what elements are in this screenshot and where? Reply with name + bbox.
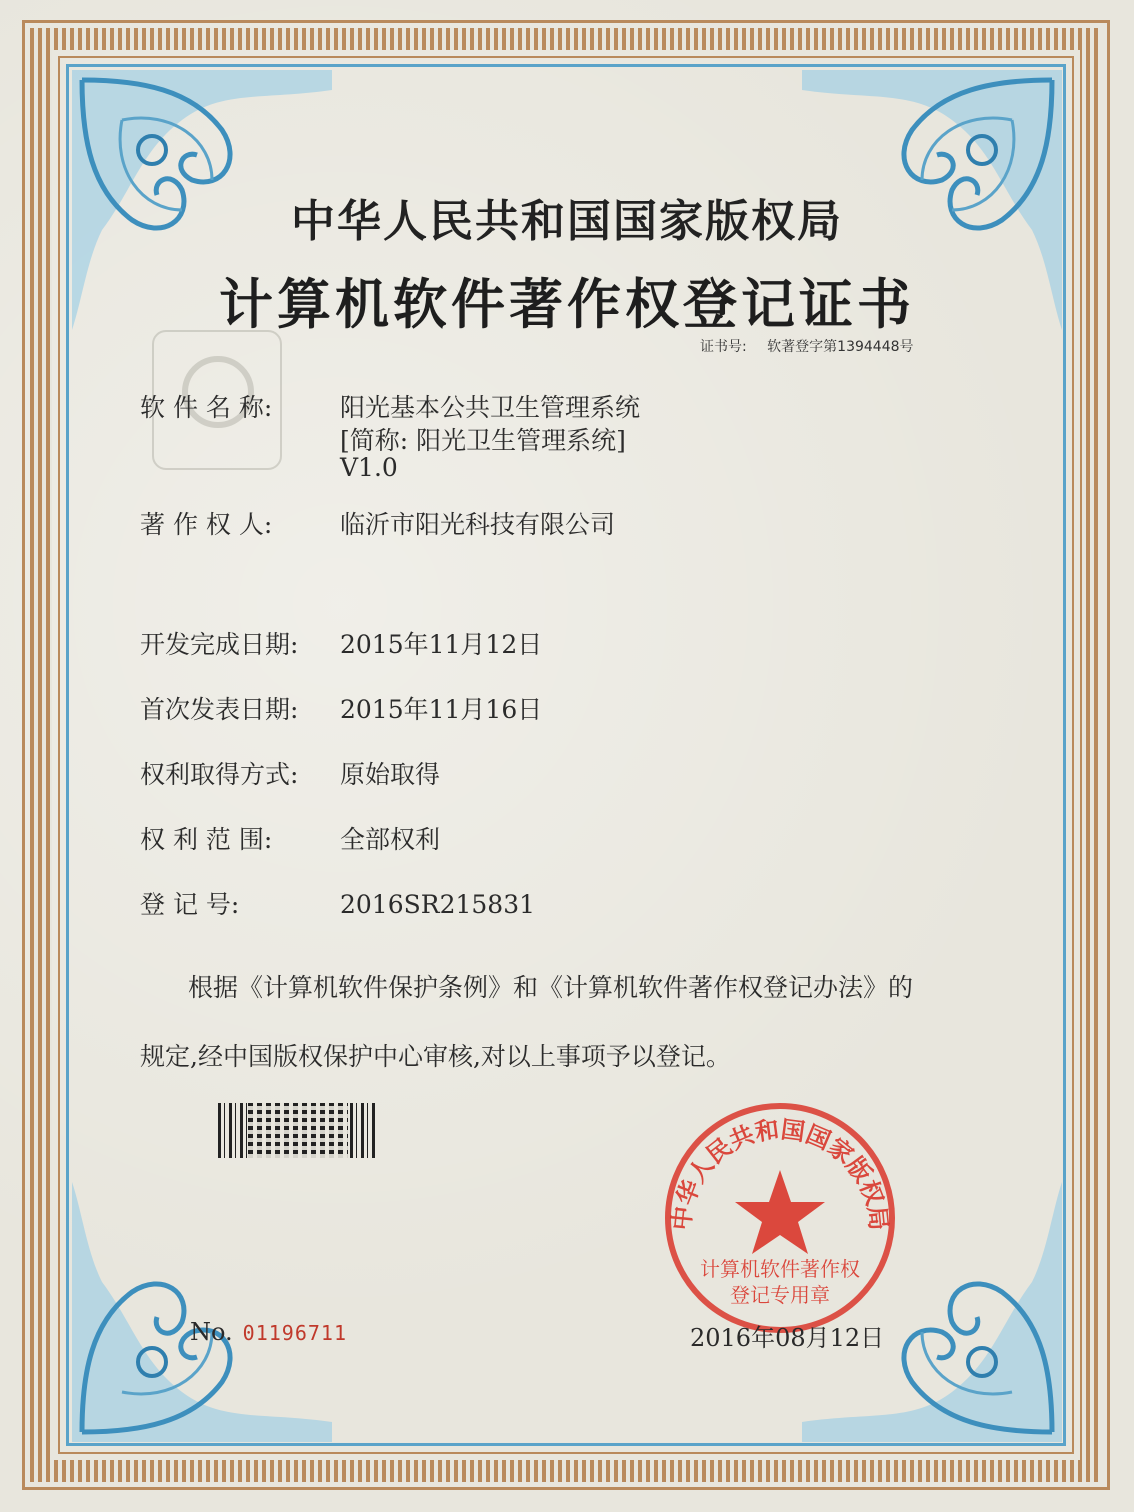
seal-inner-line-1: 计算机软件著作权 xyxy=(700,1257,860,1281)
software-name-row xyxy=(140,388,640,424)
dev-date-label: 开发完成日期: xyxy=(140,630,299,659)
copyright-owner-row xyxy=(140,505,615,541)
pub-date-row xyxy=(140,690,542,726)
registration-number-row xyxy=(140,885,535,921)
software-version: V1.0 xyxy=(340,453,398,482)
issuing-authority: 中华人民共和国国家版权局 xyxy=(291,196,843,247)
serial-number-label: No. xyxy=(190,1318,233,1346)
software-name-label: 软 件 名 称: xyxy=(140,393,273,422)
statement-line-2: 规定,经中国版权保护中心审核,对以上事项予以登记。 xyxy=(140,1042,731,1071)
certificate-number-label: 证书号: xyxy=(700,339,747,355)
registration-number-label: 登 记 号: xyxy=(140,890,240,919)
seal-inner-line-2: 登记专用章 xyxy=(730,1283,830,1307)
issue-date: 2016年08月12日 xyxy=(690,1324,885,1352)
statement-line-1: 根据《计算机软件保护条例》和《计算机软件著作权登记办法》的 xyxy=(188,973,914,1002)
acquire-method-value: 原始取得 xyxy=(340,760,441,789)
corner-ornament-icon xyxy=(62,1172,342,1452)
pub-date-value: 2015年11月16日 xyxy=(340,695,543,724)
acquire-method-label: 权利取得方式: xyxy=(140,760,299,789)
certificate-number-value: 软著登字第1394448号 xyxy=(767,339,914,355)
certificate-title: 计算机软件著作权登记证书 xyxy=(219,273,915,336)
serial-number-value: 01196711 xyxy=(242,1321,347,1345)
rights-scope-row xyxy=(140,820,440,856)
copyright-owner-label: 著 作 权 人: xyxy=(140,510,273,539)
serial-number xyxy=(190,1318,347,1346)
seal-star-icon xyxy=(735,1170,825,1254)
registration-number-value: 2016SR215831 xyxy=(340,890,536,919)
seal-ring-text: 中华人民共和国国家版权局 xyxy=(667,1115,893,1232)
pub-date-label: 首次发表日期: xyxy=(140,695,299,724)
acquire-method-row xyxy=(140,755,440,791)
barcode-icon xyxy=(218,1103,378,1158)
official-seal xyxy=(660,1098,900,1338)
software-name-value: 阳光基本公共卫生管理系统 xyxy=(340,393,641,422)
rights-scope-label: 权 利 范 围: xyxy=(140,825,273,854)
copyright-owner-value: 临沂市阳光科技有限公司 xyxy=(340,510,616,539)
rights-scope-value: 全部权利 xyxy=(340,825,441,854)
dev-date-row xyxy=(140,625,542,661)
certificate-number xyxy=(700,336,914,356)
dev-date-value: 2015年11月12日 xyxy=(340,630,543,659)
software-short-name: [简称: 阳光卫生管理系统] xyxy=(340,426,626,455)
